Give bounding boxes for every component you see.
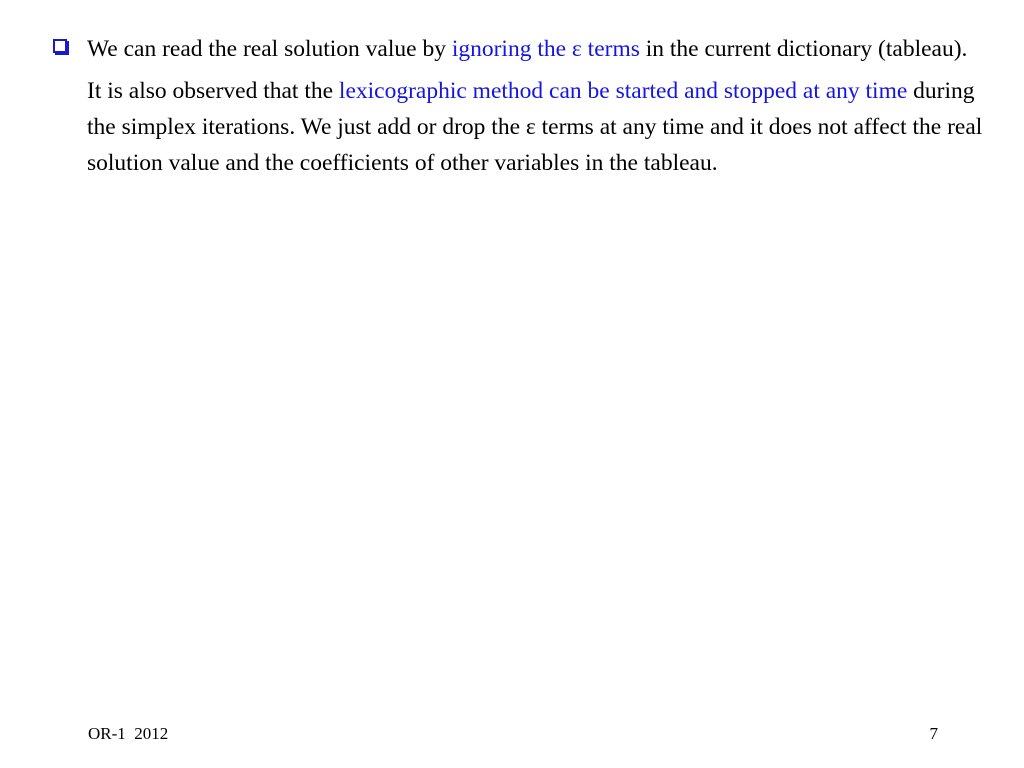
para2-highlight: lexicographic method can be started and stopped at any time (338, 78, 908, 104)
footer-page-number: 7 (929, 724, 938, 743)
paragraph-2 (53, 73, 993, 181)
para1-text-1: We can read the real solution value by (87, 36, 452, 62)
slide-body (53, 31, 993, 181)
bullet-paragraph-1 (53, 31, 993, 67)
footer-course-label: OR-1 2012 (88, 724, 169, 743)
para1-text-2: in the current dictionary (tableau). (639, 36, 968, 62)
para1-highlight: ignoring the ε terms (451, 36, 640, 62)
para2-text-1: It is also observed that the (87, 78, 339, 104)
para2-text-2: during the simplex iterations. We just add or drop the ε terms at any time and it does not affect the real solution value and the coefficients of other variables in the tableau. (87, 78, 983, 176)
hollow-square-bullet-icon (53, 39, 67, 53)
